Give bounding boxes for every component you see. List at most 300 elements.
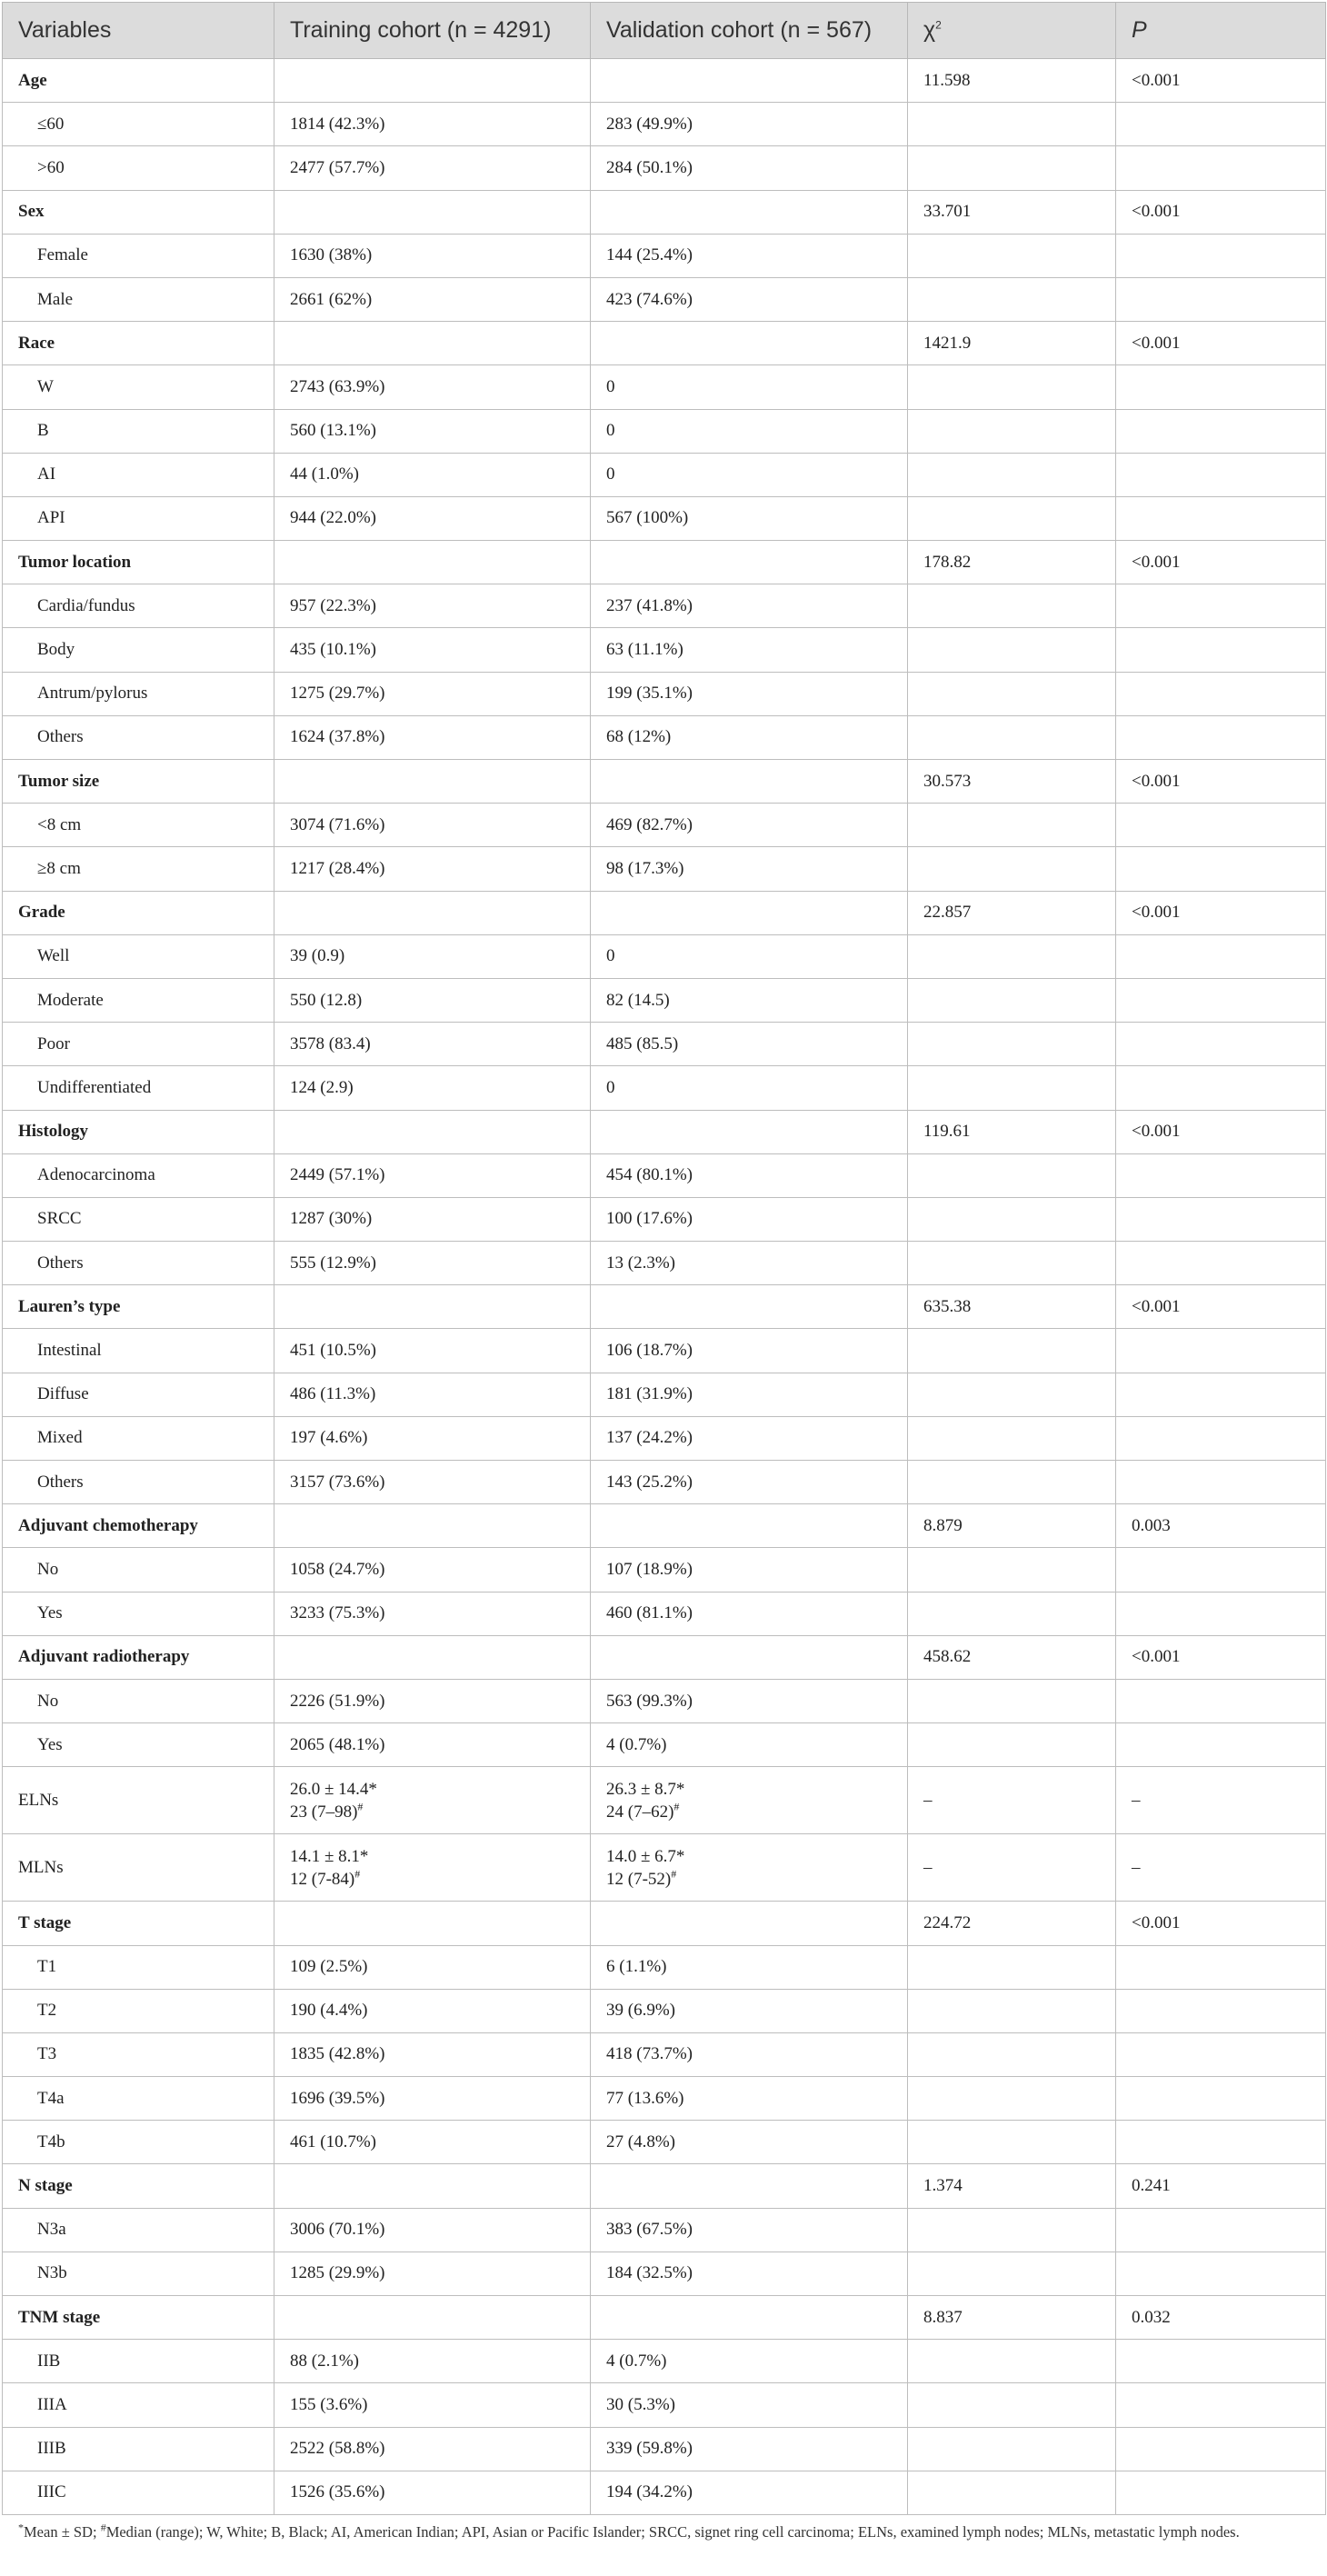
table-row	[3, 1767, 1326, 1834]
cell-validation: 199 (35.1%)	[591, 672, 908, 715]
validation-median-range	[606, 1868, 907, 1891]
cell-training	[274, 891, 591, 934]
table-header-row	[3, 3, 1326, 59]
cell-training: 3157 (73.6%)	[274, 1461, 591, 1504]
cell-p-value	[1116, 672, 1326, 715]
median-mark: #	[357, 1800, 364, 1813]
cell-training: 2743 (63.9%)	[274, 365, 591, 409]
cell-variable: IIIA	[3, 2383, 274, 2427]
cell-validation: 194 (34.2%)	[591, 2471, 908, 2514]
cell-chi-square	[908, 1023, 1116, 1066]
table-row	[3, 322, 1326, 365]
table-row	[3, 277, 1326, 321]
cell-chi-square: 178.82	[908, 541, 1116, 584]
cell-variable: T4b	[3, 2121, 274, 2164]
cell-p-value	[1116, 1242, 1326, 1285]
table-row	[3, 2471, 1326, 2514]
footnote-part2: Median (range); W, White; B, Black; AI, American Indian; API, Asian or Pacific Islander; SRCC, signet ring cell carcinoma; ELNs, examined lymph nodes; MLNs, metastatic lymph nodes.	[105, 2523, 1240, 2541]
header-chi-square	[908, 3, 1116, 59]
cell-variable: T2	[3, 1989, 274, 2032]
cell-training	[274, 1834, 591, 1902]
cell-variable: N3b	[3, 2252, 274, 2295]
cell-variable: Others	[3, 1242, 274, 1285]
table-row	[3, 2252, 1326, 2295]
cell-variable: ≥8 cm	[3, 847, 274, 891]
cell-p-value	[1116, 277, 1326, 321]
cell-validation: 137 (24.2%)	[591, 1416, 908, 1460]
cell-validation: 454 (80.1%)	[591, 1153, 908, 1197]
cell-p-value	[1116, 1023, 1326, 1066]
cell-p-value	[1116, 1461, 1326, 1504]
cell-variable: W	[3, 365, 274, 409]
cell-training: 3074 (71.6%)	[274, 804, 591, 847]
cell-training: 550 (12.8)	[274, 978, 591, 1022]
training-median-range	[290, 1868, 590, 1891]
validation-median-value: 24 (7–62)	[606, 1802, 674, 1822]
cell-chi-square	[908, 1592, 1116, 1635]
table-row	[3, 1153, 1326, 1197]
cell-chi-square: –	[908, 1767, 1116, 1834]
training-mean-sd: 26.0 ± 14.4*	[290, 1779, 377, 1799]
cell-p-value	[1116, 715, 1326, 759]
table-row	[3, 365, 1326, 409]
cell-chi-square: 22.857	[908, 891, 1116, 934]
cell-chi-square	[908, 277, 1116, 321]
cell-p-value	[1116, 934, 1326, 978]
table-row	[3, 409, 1326, 453]
table-row	[3, 1242, 1326, 1285]
cell-chi-square	[908, 409, 1116, 453]
table-row	[3, 1945, 1326, 1989]
cell-p-value: <0.001	[1116, 1635, 1326, 1679]
cell-variable: >60	[3, 146, 274, 190]
cell-variable: MLNs	[3, 1834, 274, 1902]
table-row	[3, 190, 1326, 234]
cell-p-value	[1116, 1329, 1326, 1373]
cell-p-value	[1116, 2383, 1326, 2427]
cell-p-value: 0.241	[1116, 2164, 1326, 2208]
cell-p-value: <0.001	[1116, 541, 1326, 584]
cell-chi-square: 458.62	[908, 1635, 1116, 1679]
cell-p-value	[1116, 804, 1326, 847]
cell-p-value	[1116, 103, 1326, 146]
table-row	[3, 1197, 1326, 1241]
cell-training	[274, 1902, 591, 1945]
cell-validation: 82 (14.5)	[591, 978, 908, 1022]
table-row	[3, 1285, 1326, 1329]
cell-training: 39 (0.9)	[274, 934, 591, 978]
cell-p-value	[1116, 1989, 1326, 2032]
cell-validation: 460 (81.1%)	[591, 1592, 908, 1635]
cell-training: 560 (13.1%)	[274, 409, 591, 453]
cell-chi-square	[908, 1989, 1116, 2032]
footnote-part1: Mean ± SD;	[24, 2523, 101, 2541]
cell-variable: Lauren’s type	[3, 1285, 274, 1329]
cell-p-value	[1116, 978, 1326, 1022]
cell-validation	[591, 1834, 908, 1902]
cell-variable: N stage	[3, 2164, 274, 2208]
cell-training	[274, 1110, 591, 1153]
header-p-value: P	[1116, 3, 1326, 59]
cell-training: 1814 (42.3%)	[274, 103, 591, 146]
cell-validation: 339 (59.8%)	[591, 2427, 908, 2471]
cell-variable: Adjuvant chemotherapy	[3, 1504, 274, 1548]
cell-training: 109 (2.5%)	[274, 1945, 591, 1989]
cell-validation: 0	[591, 453, 908, 496]
cell-variable: Others	[3, 715, 274, 759]
cell-chi-square	[908, 2252, 1116, 2295]
table-row	[3, 453, 1326, 496]
cell-validation: 77 (13.6%)	[591, 2077, 908, 2121]
cell-chi-square	[908, 146, 1116, 190]
cell-variable: TNM stage	[3, 2296, 274, 2340]
cell-p-value	[1116, 2077, 1326, 2121]
validation-median-value: 12 (7-52)	[606, 1869, 672, 1889]
table-row	[3, 1373, 1326, 1416]
table-row	[3, 584, 1326, 628]
table-row	[3, 496, 1326, 540]
cell-variable: IIIB	[3, 2427, 274, 2471]
cell-validation: 0	[591, 934, 908, 978]
cell-validation: 143 (25.2%)	[591, 1461, 908, 1504]
cell-validation: 100 (17.6%)	[591, 1197, 908, 1241]
cell-p-value	[1116, 234, 1326, 277]
cell-training: 2449 (57.1%)	[274, 1153, 591, 1197]
cell-chi-square	[908, 2340, 1116, 2383]
cell-chi-square	[908, 1197, 1116, 1241]
table-row	[3, 1066, 1326, 1110]
cell-validation: 284 (50.1%)	[591, 146, 908, 190]
cell-validation	[591, 891, 908, 934]
cell-variable: Cardia/fundus	[3, 584, 274, 628]
table-row	[3, 1110, 1326, 1153]
cell-training: 555 (12.9%)	[274, 1242, 591, 1285]
cell-training: 2226 (51.9%)	[274, 1679, 591, 1722]
cell-p-value: <0.001	[1116, 760, 1326, 804]
cell-validation: 0	[591, 365, 908, 409]
cell-training	[274, 1767, 591, 1834]
table-row	[3, 2121, 1326, 2164]
table-row	[3, 234, 1326, 277]
table-row	[3, 804, 1326, 847]
cell-variable: Adjuvant radiotherapy	[3, 1635, 274, 1679]
cell-variable: No	[3, 1679, 274, 1722]
cell-validation	[591, 760, 908, 804]
validation-mean-sd: 26.3 ± 8.7*	[606, 1779, 685, 1799]
cell-variable: B	[3, 409, 274, 453]
cell-chi-square	[908, 847, 1116, 891]
cell-p-value	[1116, 1548, 1326, 1592]
cell-p-value: <0.001	[1116, 1902, 1326, 1945]
table-row	[3, 1504, 1326, 1548]
cell-chi-square	[908, 978, 1116, 1022]
cell-training: 2065 (48.1%)	[274, 1723, 591, 1767]
cell-variable: API	[3, 496, 274, 540]
table-footnote	[18, 2521, 1309, 2542]
cell-validation: 423 (74.6%)	[591, 277, 908, 321]
training-mean-sd: 14.1 ± 8.1*	[290, 1846, 369, 1866]
cell-chi-square	[908, 1679, 1116, 1722]
cell-training: 1696 (39.5%)	[274, 2077, 591, 2121]
cell-validation: 184 (32.5%)	[591, 2252, 908, 2295]
table-body	[3, 59, 1326, 2515]
cell-p-value	[1116, 1373, 1326, 1416]
table-row	[3, 760, 1326, 804]
cell-p-value: 0.003	[1116, 1504, 1326, 1548]
cell-variable: Antrum/pylorus	[3, 672, 274, 715]
table-row	[3, 1723, 1326, 1767]
cell-chi-square: 8.879	[908, 1504, 1116, 1548]
cell-validation: 283 (49.9%)	[591, 103, 908, 146]
table-row	[3, 1679, 1326, 1722]
table-row	[3, 1902, 1326, 1945]
cell-validation: 13 (2.3%)	[591, 1242, 908, 1285]
cell-p-value	[1116, 496, 1326, 540]
cell-chi-square	[908, 2427, 1116, 2471]
median-mark: #	[671, 1867, 677, 1881]
cell-chi-square	[908, 2032, 1116, 2076]
cell-chi-square	[908, 453, 1116, 496]
cell-p-value	[1116, 2252, 1326, 2295]
table-row	[3, 1416, 1326, 1460]
cell-chi-square: 224.72	[908, 1902, 1116, 1945]
cell-training: 1058 (24.7%)	[274, 1548, 591, 1592]
cell-p-value: <0.001	[1116, 190, 1326, 234]
table-row	[3, 541, 1326, 584]
cell-validation: 63 (11.1%)	[591, 628, 908, 672]
cell-training	[274, 1504, 591, 1548]
cell-p-value	[1116, 584, 1326, 628]
cell-variable: T4a	[3, 2077, 274, 2121]
cell-variable: Undifferentiated	[3, 1066, 274, 1110]
table-row	[3, 1834, 1326, 1902]
cell-chi-square	[908, 1329, 1116, 1373]
table-row	[3, 1461, 1326, 1504]
cell-validation	[591, 1110, 908, 1153]
cell-chi-square	[908, 1945, 1116, 1989]
table-row	[3, 2296, 1326, 2340]
cell-validation: 181 (31.9%)	[591, 1373, 908, 1416]
table-row	[3, 59, 1326, 103]
cell-chi-square	[908, 496, 1116, 540]
cell-chi-square	[908, 628, 1116, 672]
cell-chi-square	[908, 2383, 1116, 2427]
cell-chi-square	[908, 584, 1116, 628]
cell-p-value: –	[1116, 1834, 1326, 1902]
cell-p-value	[1116, 2340, 1326, 2383]
median-mark: #	[673, 1800, 680, 1813]
cell-p-value	[1116, 1592, 1326, 1635]
table-row	[3, 1635, 1326, 1679]
table-row	[3, 628, 1326, 672]
cell-training: 197 (4.6%)	[274, 1416, 591, 1460]
baseline-characteristics-table	[2, 2, 1326, 2515]
cell-p-value	[1116, 1197, 1326, 1241]
cell-validation: 6 (1.1%)	[591, 1945, 908, 1989]
cell-p-value	[1116, 847, 1326, 891]
cell-training: 3006 (70.1%)	[274, 2208, 591, 2252]
table-row	[3, 2164, 1326, 2208]
cell-validation	[591, 1767, 908, 1834]
cell-p-value: 0.032	[1116, 2296, 1326, 2340]
cell-validation: 106 (18.7%)	[591, 1329, 908, 1373]
cell-training: 1624 (37.8%)	[274, 715, 591, 759]
table-row	[3, 1989, 1326, 2032]
cell-p-value: <0.001	[1116, 59, 1326, 103]
table-row	[3, 1548, 1326, 1592]
table-row	[3, 847, 1326, 891]
cell-p-value	[1116, 2032, 1326, 2076]
cell-training: 461 (10.7%)	[274, 2121, 591, 2164]
cell-variable: No	[3, 1548, 274, 1592]
chi-superscript: 2	[935, 18, 942, 32]
cell-training	[274, 322, 591, 365]
cell-chi-square	[908, 365, 1116, 409]
training-median-range	[290, 1801, 590, 1823]
cell-p-value: –	[1116, 1767, 1326, 1834]
cell-validation	[591, 1504, 908, 1548]
cell-variable: Adenocarcinoma	[3, 1153, 274, 1197]
cell-chi-square	[908, 1066, 1116, 1110]
table-row	[3, 1023, 1326, 1066]
cell-training: 957 (22.3%)	[274, 584, 591, 628]
cell-variable: Histology	[3, 1110, 274, 1153]
cell-validation	[591, 59, 908, 103]
cell-variable: IIIC	[3, 2471, 274, 2514]
cell-variable: ≤60	[3, 103, 274, 146]
cell-variable: Poor	[3, 1023, 274, 1066]
cell-training: 1835 (42.8%)	[274, 2032, 591, 2076]
cell-training	[274, 59, 591, 103]
cell-p-value	[1116, 2427, 1326, 2471]
cell-validation	[591, 1902, 908, 1945]
footnote-star: *	[18, 2521, 24, 2534]
cell-variable: Yes	[3, 1592, 274, 1635]
cell-chi-square	[908, 234, 1116, 277]
cell-training: 3233 (75.3%)	[274, 1592, 591, 1635]
cell-training: 2522 (58.8%)	[274, 2427, 591, 2471]
cell-training: 1285 (29.9%)	[274, 2252, 591, 2295]
cell-p-value	[1116, 2121, 1326, 2164]
cell-validation	[591, 1635, 908, 1679]
validation-mean-sd: 14.0 ± 6.7*	[606, 1846, 685, 1866]
cell-chi-square: 1421.9	[908, 322, 1116, 365]
cell-validation	[591, 2296, 908, 2340]
cell-training	[274, 1285, 591, 1329]
cell-variable: Others	[3, 1461, 274, 1504]
cell-p-value	[1116, 2208, 1326, 2252]
cell-variable: Female	[3, 234, 274, 277]
cell-validation: 418 (73.7%)	[591, 2032, 908, 2076]
cell-variable: IIB	[3, 2340, 274, 2383]
cell-variable: Well	[3, 934, 274, 978]
cell-chi-square: 119.61	[908, 1110, 1116, 1153]
cell-chi-square	[908, 672, 1116, 715]
cell-chi-square	[908, 2471, 1116, 2514]
cell-variable: Diffuse	[3, 1373, 274, 1416]
cell-variable: Mixed	[3, 1416, 274, 1460]
table-row	[3, 2077, 1326, 2121]
cell-training	[274, 2164, 591, 2208]
cell-p-value: <0.001	[1116, 891, 1326, 934]
median-mark: #	[354, 1867, 361, 1881]
cell-chi-square	[908, 2208, 1116, 2252]
cell-chi-square	[908, 1461, 1116, 1504]
training-median-value: 23 (7–98)	[290, 1802, 358, 1822]
cell-chi-square	[908, 103, 1116, 146]
cell-variable: T1	[3, 1945, 274, 1989]
header-variables: Variables	[3, 3, 274, 59]
cell-validation	[591, 2164, 908, 2208]
cell-variable: <8 cm	[3, 804, 274, 847]
cell-training	[274, 2296, 591, 2340]
cell-training	[274, 190, 591, 234]
table-row	[3, 103, 1326, 146]
cell-training	[274, 541, 591, 584]
cell-validation	[591, 322, 908, 365]
cell-chi-square: 8.837	[908, 2296, 1116, 2340]
cell-chi-square	[908, 804, 1116, 847]
cell-training: 124 (2.9)	[274, 1066, 591, 1110]
cell-chi-square: 1.374	[908, 2164, 1116, 2208]
cell-training: 1630 (38%)	[274, 234, 591, 277]
table-row	[3, 672, 1326, 715]
cell-validation: 39 (6.9%)	[591, 1989, 908, 2032]
cell-chi-square	[908, 1242, 1116, 1285]
training-median-value: 12 (7-84)	[290, 1869, 355, 1889]
table-row	[3, 2340, 1326, 2383]
cell-validation: 4 (0.7%)	[591, 1723, 908, 1767]
cell-training	[274, 760, 591, 804]
cell-chi-square	[908, 2121, 1116, 2164]
header-validation-cohort: Validation cohort (n = 567)	[591, 3, 908, 59]
header-training-cohort: Training cohort (n = 4291)	[274, 3, 591, 59]
cell-chi-square: 11.598	[908, 59, 1116, 103]
cell-variable: Moderate	[3, 978, 274, 1022]
cell-validation: 237 (41.8%)	[591, 584, 908, 628]
cell-validation: 68 (12%)	[591, 715, 908, 759]
cell-variable: ELNs	[3, 1767, 274, 1834]
cell-variable: T stage	[3, 1902, 274, 1945]
cell-variable: Yes	[3, 1723, 274, 1767]
cell-chi-square: –	[908, 1834, 1116, 1902]
table-row	[3, 978, 1326, 1022]
cell-variable: Grade	[3, 891, 274, 934]
cell-validation	[591, 190, 908, 234]
cell-training: 88 (2.1%)	[274, 2340, 591, 2383]
table-row	[3, 891, 1326, 934]
cell-validation	[591, 541, 908, 584]
cell-training: 2477 (57.7%)	[274, 146, 591, 190]
cell-training: 3578 (83.4)	[274, 1023, 591, 1066]
cell-chi-square: 33.701	[908, 190, 1116, 234]
cell-variable: Tumor size	[3, 760, 274, 804]
cell-chi-square	[908, 1416, 1116, 1460]
cell-p-value	[1116, 1066, 1326, 1110]
cell-variable: SRCC	[3, 1197, 274, 1241]
cell-p-value: <0.001	[1116, 1285, 1326, 1329]
cell-chi-square	[908, 2077, 1116, 2121]
cell-p-value: <0.001	[1116, 322, 1326, 365]
table-row	[3, 715, 1326, 759]
validation-median-range	[606, 1801, 907, 1823]
cell-training: 155 (3.6%)	[274, 2383, 591, 2427]
cell-validation: 0	[591, 1066, 908, 1110]
table-row	[3, 2032, 1326, 2076]
cell-validation: 469 (82.7%)	[591, 804, 908, 847]
cell-chi-square	[908, 715, 1116, 759]
cell-variable: Body	[3, 628, 274, 672]
